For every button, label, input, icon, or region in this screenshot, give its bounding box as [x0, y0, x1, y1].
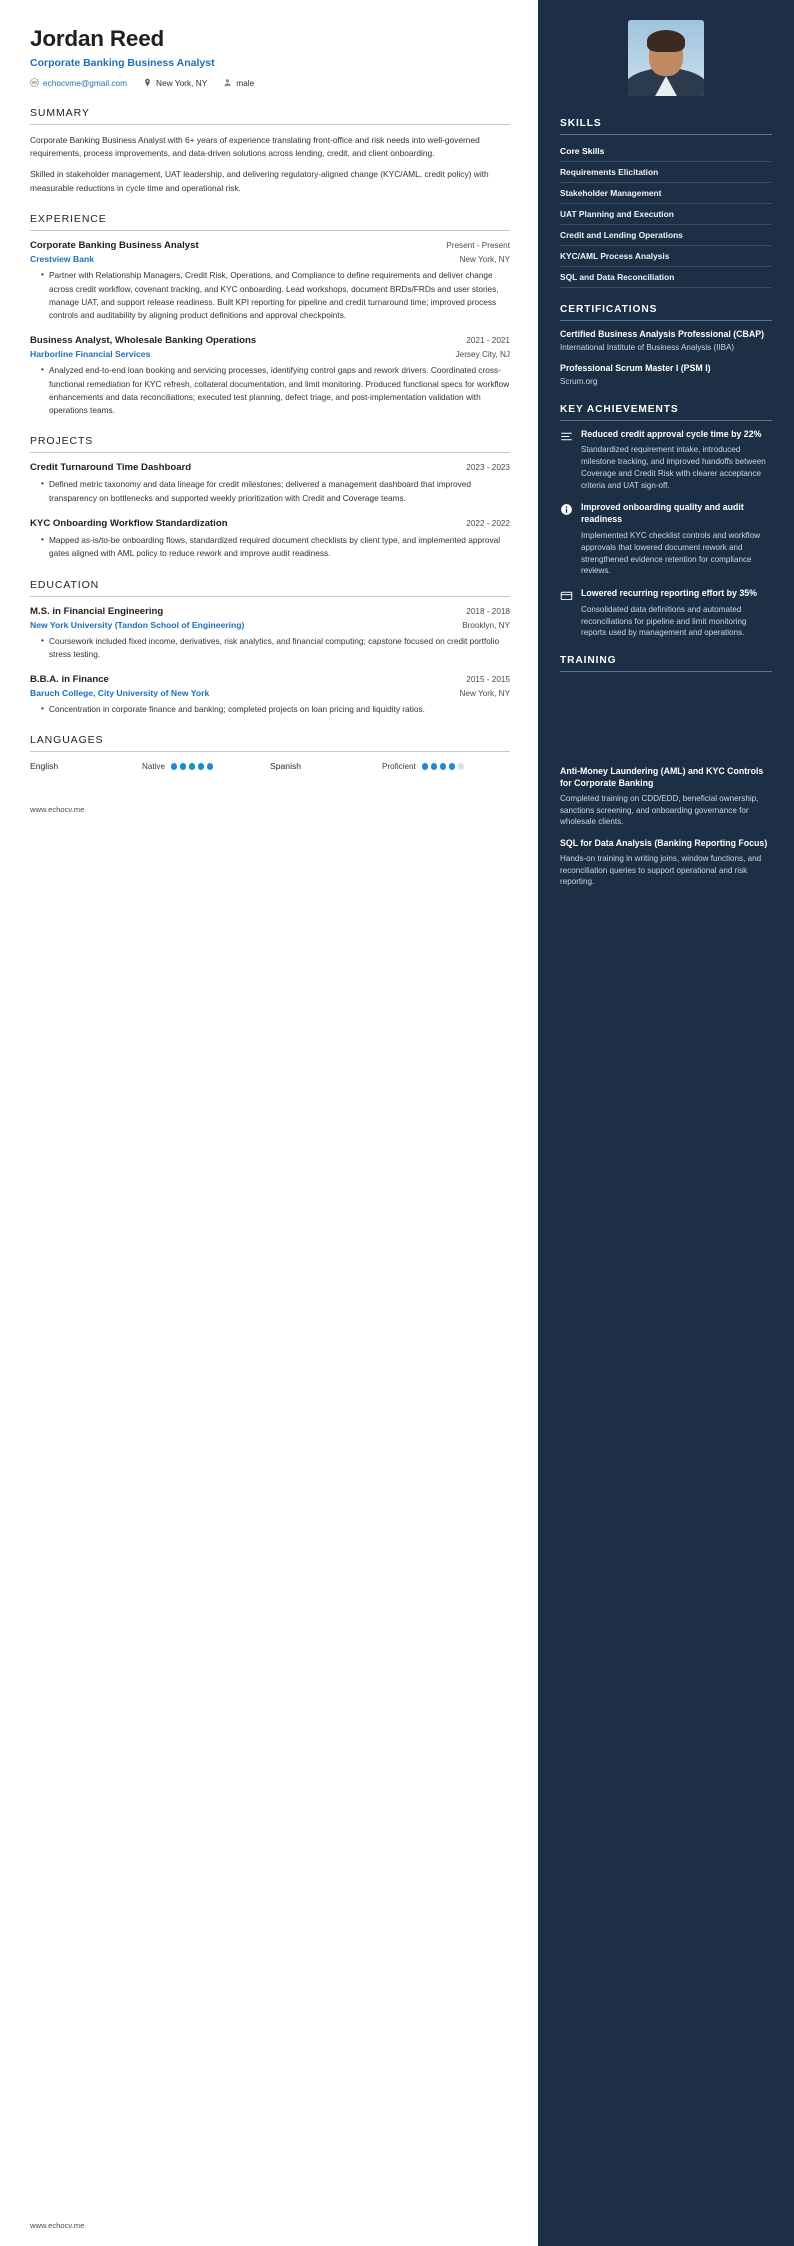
achievement-item: [560, 429, 772, 492]
section-projects: [30, 435, 510, 560]
skill-item: SQL and Data Reconciliation: [560, 267, 772, 288]
education-degree: M.S. in Financial Engineering: [30, 605, 164, 617]
education-degree: B.B.A. in Finance: [30, 674, 109, 686]
divider: [30, 230, 510, 231]
project-dates: 2023 - 2023: [466, 463, 510, 473]
projects-title: PROJECTS: [30, 435, 94, 448]
education-bullets: [30, 703, 510, 716]
project-name: KYC Onboarding Workflow Standardization: [30, 517, 228, 529]
certification-name: Certified Business Analysis Professional (CBAP): [560, 329, 765, 339]
footer-url-bottom[interactable]: www.echocv.me: [30, 2221, 85, 2230]
candidate-name: Jordan Reed: [30, 26, 165, 51]
achievement-desc: Implemented KYC checklist controls and workflow approvals that lowered document rework and strengthened evidence retention for compliance reviews.: [581, 531, 761, 576]
divider: [30, 751, 510, 752]
training-name: SQL for Data Analysis (Banking Reporting Focus): [560, 838, 768, 849]
bullet: • Mapped as-is/to-be onboarding flows, standardized required document checklists by client type, and implemented approval gates aligned with AML policy to reduce rework and improve audit readiness.: [41, 534, 510, 561]
envelope-icon: [30, 78, 39, 89]
achievement-item: [560, 502, 772, 577]
project-bullets: [30, 534, 510, 561]
bullet: • Defined metric taxonomy and data lineage for credit milestones; delivered a management dashboard that improved transparency on bottlenecks and supported weekly prioritization with Credit and Coverage teams.: [41, 478, 510, 505]
project-item: [30, 462, 510, 505]
certification-org: Scrum.org: [560, 376, 598, 386]
language-level: Native: [142, 761, 165, 771]
divider: [560, 320, 772, 321]
header: [30, 26, 510, 89]
rating-dot: [198, 763, 205, 770]
education-dates: 2018 - 2018: [466, 606, 510, 616]
achievements-title: KEY ACHIEVEMENTS: [560, 403, 679, 415]
training-item: [560, 766, 772, 828]
experience-company[interactable]: Crestview Bank: [30, 254, 95, 265]
skills-group-label: Core Skills: [560, 143, 772, 162]
rating-dot: [207, 763, 214, 770]
bullet: • Analyzed end-to-end loan booking and servicing processes, identifying control gaps and rework drivers. Coordinated cross-functional remediation for KYC refresh, collateral documentation, and limit monitoring. Produced functional specs for workflow enhancements and data reconciliations; executed test planning, defect triage, and post-implementation validation with operations teams.: [41, 364, 510, 417]
bullet: • Concentration in corporate finance and banking; completed projects on loan pricing and liquidity ratios.: [41, 703, 510, 716]
rating-dot: [171, 763, 178, 770]
education-school[interactable]: Baruch College, City University of New York: [30, 688, 210, 699]
language-item: [270, 761, 510, 771]
sidebar-section-skills: [560, 118, 772, 288]
skill-item: Requirements Elicitation: [560, 162, 772, 183]
experience-dates: 2021 - 2021: [466, 336, 510, 346]
training-name: Anti-Money Laundering (AML) and KYC Controls for Corporate Banking: [560, 766, 764, 789]
achievement-desc: Consolidated data definitions and automated reconciliations for pipeline and limit monitoring reports used by management and operations.: [581, 604, 747, 638]
rating-dot: [422, 763, 429, 770]
experience-role: Corporate Banking Business Analyst: [30, 240, 199, 252]
sidebar-section-achievements: [560, 404, 772, 640]
experience-item: [30, 335, 510, 417]
contact-gender-value: male: [236, 78, 255, 89]
certification-name: Professional Scrum Master I (PSM I): [560, 362, 711, 373]
divider: [30, 124, 510, 125]
training-title: TRAINING: [560, 655, 617, 667]
certification-item: [560, 329, 772, 354]
training-item: [560, 838, 772, 888]
achievement-desc: Standardized requirement intake, introduced milestone tracking, and improved handoffs between Coverage and Credit Risk with clearer acceptance criteria and UAT sign-off.: [581, 445, 766, 490]
rating-dot: [189, 763, 196, 770]
rating-dot-empty: [458, 763, 465, 770]
skill-item: UAT Planning and Execution: [560, 204, 772, 225]
skills-title: SKILLS: [560, 118, 602, 129]
sidebar-section-certifications: [560, 304, 772, 388]
training-spacer: [560, 680, 772, 766]
contact-location: [143, 78, 207, 89]
person-icon: [223, 78, 232, 89]
certifications-title: CERTIFICATIONS: [560, 304, 658, 315]
experience-title: EXPERIENCE: [30, 213, 107, 226]
bullet: • Coursework included fixed income, derivatives, risk analytics, and financial computing; capstone focused on credit portfolio stress testing.: [41, 635, 510, 662]
profile-photo: [628, 20, 704, 96]
location-pin-icon: [143, 78, 152, 89]
experience-item: [30, 240, 510, 322]
divider: [30, 452, 510, 453]
language-name: Spanish: [270, 761, 302, 772]
rating-dot: [440, 763, 447, 770]
section-languages: [30, 734, 510, 771]
info-circle-icon: [560, 503, 573, 516]
achievement-title: Lowered recurring reporting effort by 35%: [581, 588, 757, 599]
languages-title: LANGUAGES: [30, 734, 104, 747]
project-item: [30, 518, 510, 561]
certification-item: [560, 363, 772, 388]
experience-role: Business Analyst, Wholesale Banking Operations: [30, 335, 257, 347]
contact-gender: [223, 78, 254, 89]
experience-dates: Present - Present: [446, 241, 510, 251]
project-bullets: [30, 478, 510, 505]
experience-location: Jersey City, NJ: [455, 350, 510, 360]
avatar: [560, 20, 772, 96]
achievement-item: [560, 588, 772, 639]
skill-item: Credit and Lending Operations: [560, 225, 772, 246]
education-item: [30, 674, 510, 716]
training-desc: Completed training on CDD/EDD, beneficial ownership, sanctions screening, and onboarding governance for wholesale clients.: [560, 793, 759, 827]
resume-sidebar: [538, 0, 794, 2246]
education-location: Brooklyn, NY: [462, 620, 510, 630]
summary-paragraph: Skilled in stakeholder management, UAT leadership, and delivering regulatory-aligned change (KYC/AML, credit policy) with measurable reductions in cycle time and operational risk.: [30, 169, 489, 193]
experience-location: New York, NY: [459, 255, 510, 265]
experience-bullets: [30, 269, 510, 322]
project-name: Credit Turnaround Time Dashboard: [30, 462, 192, 474]
sidebar-section-training: [560, 655, 772, 888]
achievement-title: Improved onboarding quality and audit readiness: [581, 502, 744, 525]
language-rating: [422, 763, 465, 770]
education-bullets: [30, 635, 510, 662]
education-item: [30, 606, 510, 662]
skill-item: Stakeholder Management: [560, 183, 772, 204]
section-summary: [30, 107, 510, 195]
language-rating: [171, 763, 214, 770]
rating-dot: [449, 763, 456, 770]
language-name: English: [30, 761, 59, 772]
education-dates: 2015 - 2015: [466, 675, 510, 685]
certification-org: International Institute of Business Analysis (IIBA): [560, 342, 735, 352]
language-item: [30, 761, 270, 771]
achievement-title: Reduced credit approval cycle time by 22%: [581, 428, 762, 439]
summary-title: SUMMARY: [30, 106, 90, 119]
divider: [560, 420, 772, 421]
language-level: Proficient: [382, 761, 416, 771]
summary-body: [30, 134, 510, 195]
education-title: EDUCATION: [30, 578, 100, 591]
experience-company[interactable]: Harborline Financial Services: [30, 349, 151, 360]
divider: [560, 671, 772, 672]
bullet: • Partner with Relationship Managers, Credit Risk, Operations, and Compliance to define requirements and deliver change across credit workflow, covenant tracking, and KYC onboarding. Lead workshops, document BRDs/FRDs and user stories, manage UAT, and support release readiness. Built KPI reporting for pipeline and credit turnaround time; improved process controls and auditability by aligning product definitions and approval checkpoints.: [41, 269, 510, 322]
list-lines-icon: [560, 430, 573, 443]
contact-email-value: echocvme@gmail.com: [43, 78, 128, 89]
candidate-headline: Corporate Banking Business Analyst: [30, 56, 215, 69]
training-desc: Hands-on training in writing joins, window functions, and reconciliation queries to support operational and risk reporting.: [560, 854, 762, 887]
divider: [30, 596, 510, 597]
skill-item: KYC/AML Process Analysis: [560, 246, 772, 267]
project-dates: 2022 - 2022: [466, 518, 510, 528]
divider: [560, 134, 772, 135]
summary-paragraph: Corporate Banking Business Analyst with 6+ years of experience translating front-office and risk needs into well-governed requirements, process improvements, and data-driven solutions across lending, credit, and client onboarding.: [30, 134, 480, 159]
education-school[interactable]: New York University (Tandon School of Engineering): [30, 619, 245, 630]
contact-email[interactable]: [30, 78, 127, 89]
card-icon: [560, 589, 573, 602]
contact-row: [30, 78, 510, 89]
contact-location-value: New York, NY: [156, 78, 208, 89]
rating-dot: [431, 763, 438, 770]
education-location: New York, NY: [459, 689, 510, 699]
experience-bullets: [30, 364, 510, 417]
language-row: [30, 761, 510, 771]
section-education: [30, 579, 510, 717]
footer-url[interactable]: www.echocv.me: [30, 805, 85, 815]
section-experience: [30, 213, 510, 417]
rating-dot: [180, 763, 187, 770]
